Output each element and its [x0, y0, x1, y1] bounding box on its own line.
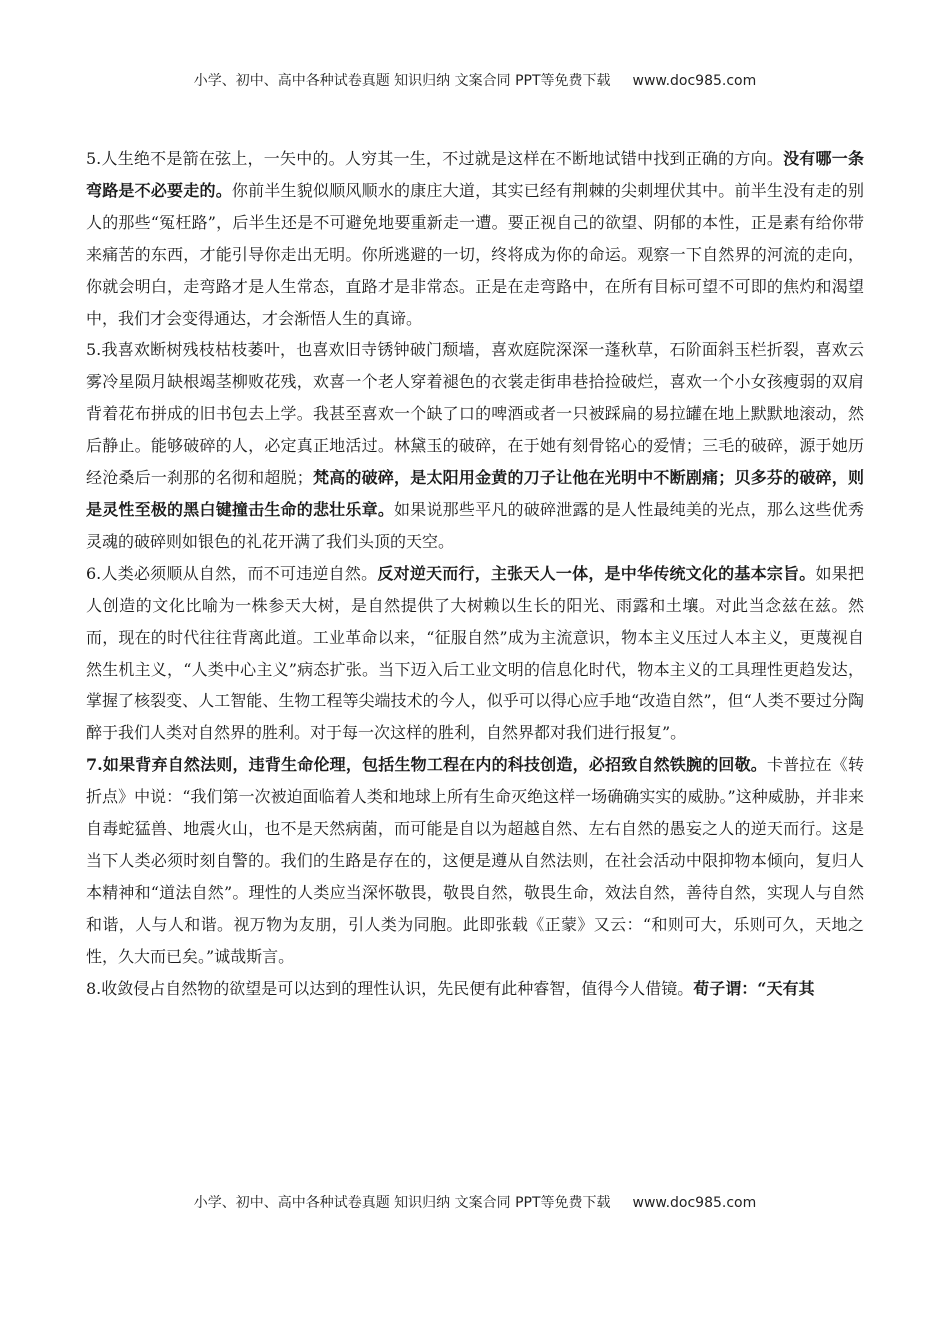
paragraph-4 [86, 749, 864, 972]
paragraph-5 [86, 973, 864, 1005]
paragraph-text: 你前半生貌似顺风顺水的康庄大道，其实已经有荆棘的尖刺埋伏其中。前半生没有走的别人的那些“冤枉路”，后半生还是不可避免地要重新走一遭。要正视自己的欲望、阴郁的本性，正是素有给你带来痛苦的东西，才能引导你走出无明。你所逃避的一切，终将成为你的命运。观察一下自然界的河流的走向，你就会明白，走弯路才是人生常态，直路才是非常态。正是在走弯路中，在所有目标可望不可即的焦灼和渴望中，我们才会变得通达，才会渐悟人生的真谛。 [86, 180, 864, 328]
paragraph-text: 5.我喜欢断树残枝枯枝萎叶，也喜欢旧寺锈钟破门颓墙，喜欢庭院深深一蓬秋草，石阶面斜玉栏折裂，喜欢云雾冷星陨月缺根竭茎柳败花残，欢喜一个老人穿着褪色的衣裳走街串巷拾捡破烂，喜欢一个小女孩瘦弱的双肩背着花布拼成的旧书包去上学。我甚至喜欢一个缺了口的啤酒或者一只被踩扁的易拉罐在地上默默地滚动，然后静止。能够破碎的人，必定真正地活过。林黛玉的破碎，在于她有刻骨铭心的爱情；三毛的破碎，源于她历经沧桑后一刹那的名彻和超脱； [86, 340, 864, 488]
paragraph-bold-text: 7.如果背弃自然法则，违背生命伦理，包括生物工程在内的科技创造，必招致自然铁腕的回敬。 [86, 755, 767, 775]
paragraph-text: 卡普拉在《转折点》中说：“我们第一次被迫面临着人类和地球上所有生命灭绝这样一场确确实实的威胁。”这种威胁，并非来自毒蛇猛兽、地震火山，也不是天然病菌，而可能是自以为超越自然、左右自然的愚妄之人的逆天而行。这是当下人类必须时刻自警的。我们的生路是存在的，这便是遵从自然法则，在社会活动中限抑物本倾向，复归人本精神和“道法自然”。理性的人类应当深怀敬畏，敬畏自然，敬畏生命，效法自然，善待自然，实现人与自然和谐，人与人和谐。视万物为友朋，引人类为同胞。此即张载《正蒙》又云：“和则可大，乐则可久，天地之性，久大而已矣。”诚哉斯言。 [86, 755, 864, 966]
document-body [86, 143, 864, 1173]
paragraph-bold-text: 反对逆天而行，主张天人一体，是中华传统文化的基本宗旨。 [377, 563, 816, 583]
page-footer [0, 1192, 950, 1212]
paragraph-bold-text: 没有哪一条弯路是不必要走的。 [86, 149, 864, 200]
paragraph-text: 6.人类必须顺从自然，而不可违逆自然。 [86, 563, 378, 583]
header-text: 小学、初中、高中各种试卷真题 知识归纳 文案合同 PPT等免费下载 [193, 73, 611, 89]
paragraph-text: 5.人生绝不是箭在弦上，一矢中的。人穷其一生，不过就是这样在不断地试错中找到正确的方向。 [86, 149, 784, 168]
header-site: www.doc985.com [632, 73, 757, 89]
paragraph-1 [86, 143, 864, 334]
page-header [0, 70, 950, 90]
paragraph-2 [86, 334, 864, 557]
paragraph-bold-text: 梵高的破碎，是太阳用金黄的刀子让他在光明中不断剧痛；贝多芬的破碎，则是灵性至极的黑白键撞击生命的悲壮乐章。 [86, 468, 864, 519]
paragraph-text: 如果把人创造的文化比喻为一株参天大树，是自然提供了大树赖以生长的阳光、雨露和土壤。对此当念兹在兹。然而，现在的时代往往背离此道。工业革命以来，“征服自然”成为主流意识，物本主义压过人本主义，更蔑视自然生机主义，“人类中心主义”病态扩张。当下迈入后工业文明的信息化时代，物本主义的工具理性更趋发达，掌握了核裂变、人工智能、生物工程等尖端技术的今人，似乎可以得心应手地“改造自然”，但“人类不要过分陶醉于我们人类对自然界的胜利。对于每一次这样的胜利，自然界都对我们进行报复”。 [86, 563, 864, 743]
footer-site: www.doc985.com [632, 1195, 757, 1211]
paragraph-text: 8.收敛侵占自然物的欲望是可以达到的理性认识，先民便有此种睿智，值得今人借镜。 [86, 978, 694, 998]
paragraph-3 [86, 558, 864, 749]
footer-text: 小学、初中、高中各种试卷真题 知识归纳 文案合同 PPT等免费下载 [193, 1195, 611, 1211]
paragraph-text: 如果说那些平凡的破碎泄露的是人性最纯美的光点，那么这些优秀灵魂的破碎则如银色的礼花开满了我们头顶的天空。 [86, 499, 864, 551]
paragraph-bold-text: 荀子谓：“天有其 [693, 978, 815, 998]
